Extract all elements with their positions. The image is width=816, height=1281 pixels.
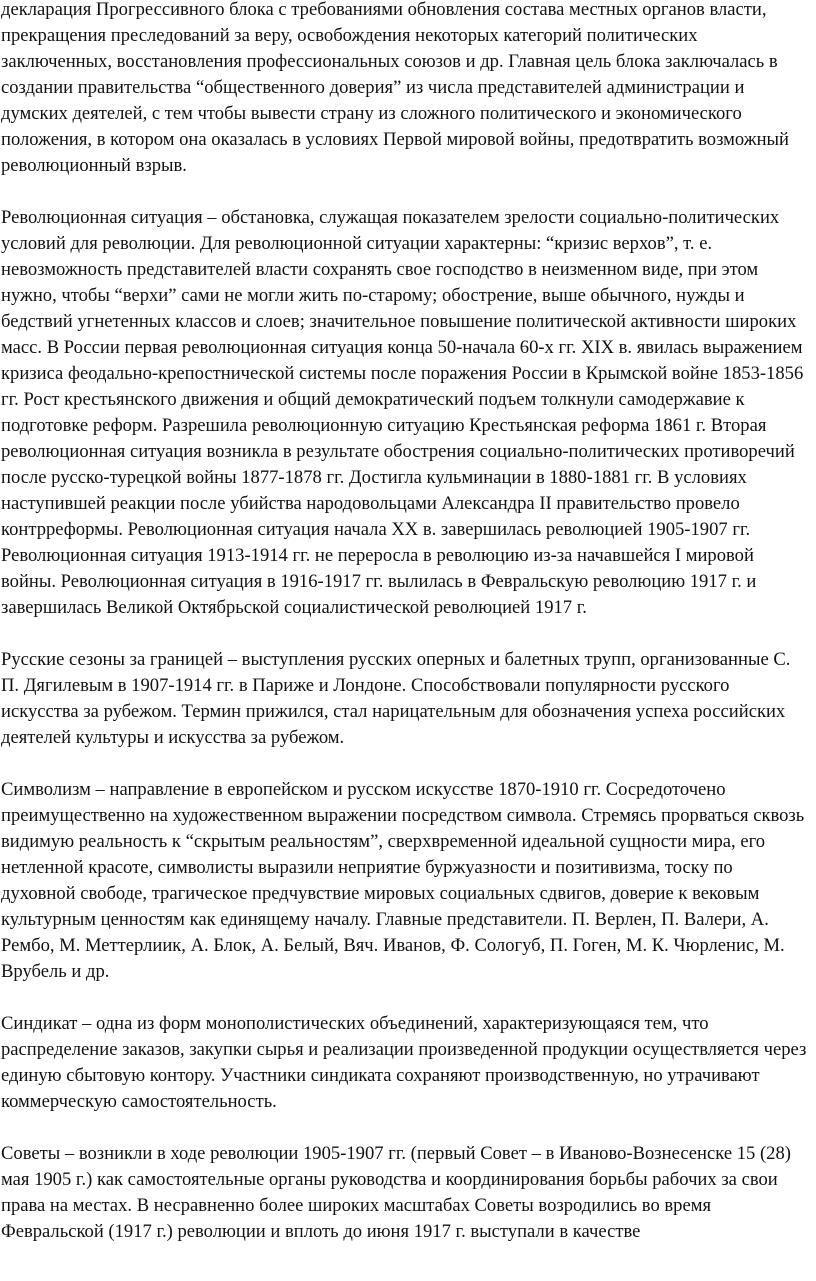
paragraph-symbolism: Символизм – направление в европейском и русском искусстве 1870-1910 гг. Сосредоточено преимущественно на художественном выражении посредством символа. Стремясь прорваться сквозь видимую реальность к “скрытым реальностям”, сверхвременной идеальной сущности мира, его нетленной красоте, символисты выразили неприятие буржуазности и позитивизма, тоску по духовной свободе, трагическое предчувствие мировых социальных сдвигов, доверие к вековым культурным ценностям как единящему началу. Главные представители. П. Верлен, П. Валери, А. Рембо, М. Меттерлиик, А. Блок, А. Белый, Вяч. Иванов, Ф. Сологуб, П. Гоген, М. К. Чюрленис, М. Врубель и др.	[1, 779, 805, 982]
paragraph-russian-seasons: Русские сезоны за границей – выступления русских оперных и балетных трупп, организованные С. П. Дягилевым в 1907-1914 гг. в Париже и Лондоне. Способствовали популярности русского искусства за рубежом. Термин прижился, стал нарицательным для обозначения успеха российских деятелей культуры и искусства за рубежом.	[1, 649, 791, 748]
paragraph-soviets: Советы – возникли в ходе революции 1905-1907 гг. (первый Совет – в Иваново-Вознесенске 15 (28) мая 1905 г.) как самостоятельные органы руководства и координирования борьбы рабочих за свои права на местах. В несравненно более широких масштабах Советы возродились во время Февральской (1917 г.) революции и вплоть до июня 1917 г. выступали в качестве	[1, 1143, 791, 1242]
paragraph-progressive-bloc: декларация Прогрессивного блока с требованиями обновления состава местных органов власти, прекращения преследований за веру, освобождения некоторых категорий политических заключенных, восстановления профессиональных союзов и др. Главная цель блока заключалась в создании правительства “общественного доверия” из числа представителей администрации и думских деятелей, с тем чтобы вывести страну из сложного политического и экономического положения, в котором она оказалась в условиях Первой мировой войны, предотвратить возможный революционный взрыв.	[1, 0, 789, 176]
paragraph-revolutionary-situation: Революционная ситуация – обстановка, служащая показателем зрелости социально-политических условий для революции. Для революционной ситуации характерны: “кризис верхов”, т. е. невозможность представителей власти сохранять свое господство в неизменном виде, при этом нужно, чтобы “верхи” сами не могли жить по-старому; обострение, выше обычного, нужды и бедствий угнетенных классов и слоев; значительное повышение политической активности широких масс. В России первая революционная ситуация конца 50-начала 60-х гг. XIX в. явилась выражением кризиса феодально-крепостнической системы после поражения России в Крымской войне 1853-1856 гг. Рост крестьянского движения и общий демократический подъем толкнули самодержавие к подготовке реформ. Разрешила революционную ситуацию Крестьянская реформа 1861 г. Вторая революционная ситуация возникла в результате обострения социально-политических противоречий после русско-турецкой войны 1877-1878 гг. Достигла кульминации в 1880-1881 гг. В условиях наступившей реакции после убийства народовольцами Александра II правительство провело контрреформы. Революционная ситуация начала XX в. завершилась революцией 1905-1907 гг. Революционная ситуация 1913-1914 гг. не переросла в революцию из-за начавшейся I мировой войны. Революционная ситуация в 1916-1917 гг. вылилась в Февральскую революцию 1917 г. и завершилась Великой Октябрьской социалистической революцией 1917 г.	[1, 207, 804, 618]
paragraph-syndicate: Синдикат – одна из форм монополистических объединений, характеризующаяся тем, что распределение заказов, закупки сырья и реализации произведенной продукции осуществляется через единую сбытовую контору. Участники синдиката сохраняют производственную, но утрачивают коммерческую самостоятельность.	[1, 1013, 807, 1112]
